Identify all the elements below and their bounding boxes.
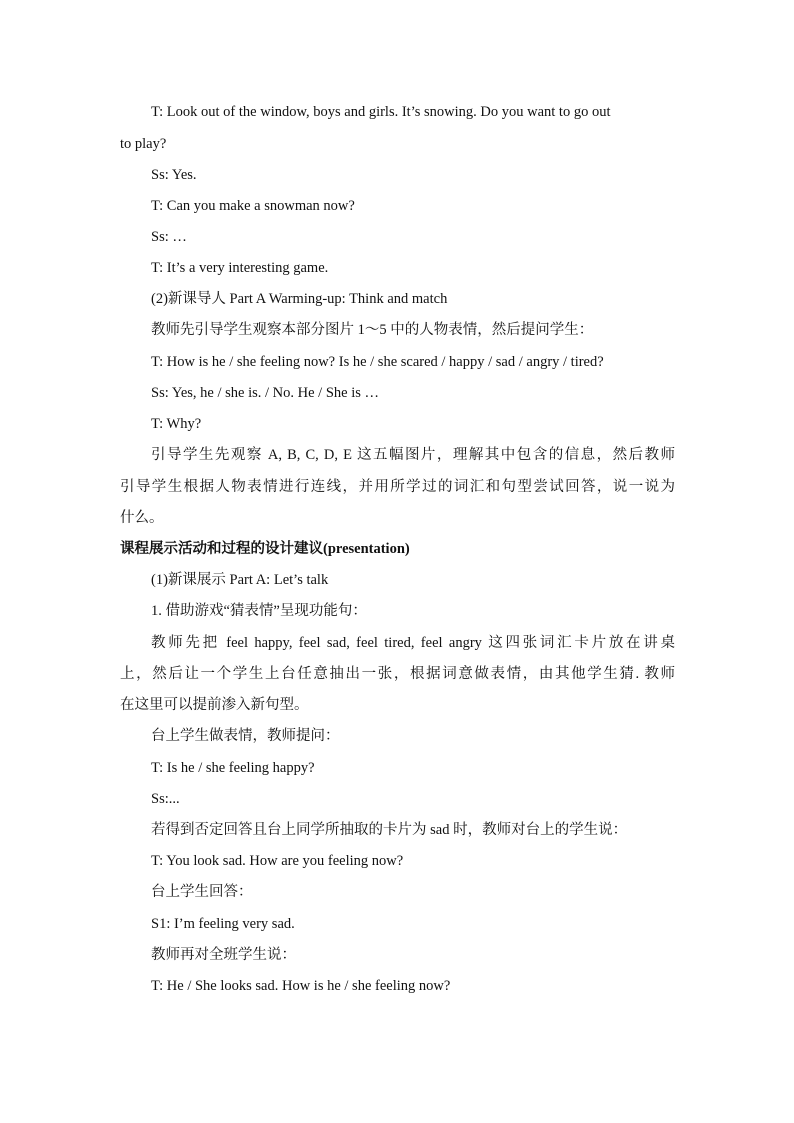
paragraph-teacher-asks: 台上学生做表情，教师提问： [151, 728, 340, 744]
dialogue-teacher-look-sad: T: You look sad. How are you feeling now? [151, 853, 404, 869]
paragraph-guide-line-3: 什么。 [120, 510, 164, 526]
dialogue-students-dots: Ss:... [151, 791, 180, 807]
dialogue-teacher-game: T: It’s a very interesting game. [151, 260, 329, 276]
paragraph-teacher-class: 教师再对全班学生说： [151, 947, 296, 963]
dialogue-teacher-snowman: T: Can you make a snowman now? [151, 198, 355, 214]
section-lets-talk: (1)新课展示 Part A: Let’s talk [151, 572, 329, 588]
paragraph-observe-pictures: 教师先引导学生观察本部分图片 1～5 中的人物表情，然后提问学生： [151, 322, 594, 338]
dialogue-students-answer: Ss: Yes, he / she is. / No. He / She is … [151, 385, 379, 401]
paragraph-cards-line-1: 教师先把 feel happy, feel sad, feel tired, feel angry 这四张词汇卡片放在讲桌 [151, 635, 675, 651]
dialogue-students-ellipsis: Ss: … [151, 229, 187, 245]
section-warming-up: (2)新课导人 Part A Warming-up: Think and match [151, 291, 448, 307]
paragraph-guide-line-2: 引导学生根据人物表情进行连线，并用所学过的词汇和句型尝试回答，说一说为 [120, 479, 675, 495]
dialogue-teacher-why: T: Why? [151, 416, 202, 432]
dialogue-continuation: to play? [120, 136, 167, 152]
paragraph-cards-line-2: 上，然后让一个学生上台任意抽出一张，根据词意做表情，由其他学生猜. 教师 [120, 666, 675, 682]
dialogue-teacher-feeling: T: How is he / she feeling now? Is he / she scared / happy / sad / angry / tired? [151, 354, 604, 370]
dialogue-teacher-looks-sad: T: He / She looks sad. How is he / she feeling now? [151, 978, 451, 994]
dialogue-students-yes: Ss: Yes. [151, 167, 197, 183]
paragraph-cards-line-3: 在这里可以提前渗入新句型。 [120, 697, 309, 713]
dialogue-s1-sad: S1: I’m feeling very sad. [151, 916, 295, 932]
paragraph-guide-line-1: 引导学生先观察 A, B, C, D, E 这五幅图片，理解其中包含的信息，然后教师 [151, 447, 675, 463]
paragraph-student-answers: 台上学生回答： [151, 884, 253, 900]
step-guess-expression: 1. 借助游戏“猜表情”呈现功能句： [151, 603, 367, 619]
dialogue-teacher-look-window: T: Look out of the window, boys and girls. It’s snowing. Do you want to go out [151, 104, 611, 120]
paragraph-negative-answer: 若得到否定回答且台上同学所抽取的卡片为 sad 时，教师对台上的学生说： [151, 822, 628, 838]
dialogue-teacher-happy: T: Is he / she feeling happy? [151, 760, 315, 776]
section-heading-presentation: 课程展示活动和过程的设计建议(presentation) [120, 541, 410, 557]
